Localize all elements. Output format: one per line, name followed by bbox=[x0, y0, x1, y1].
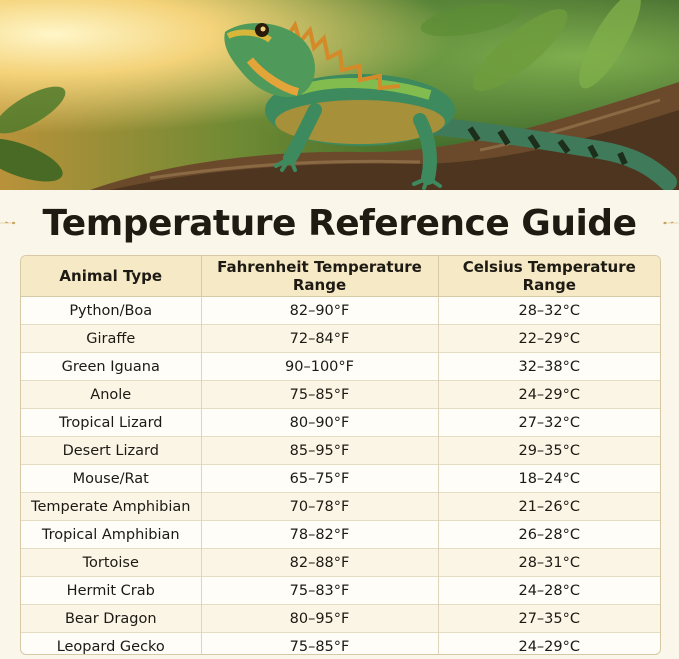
fahrenheit-cell: 85–95°F bbox=[201, 437, 438, 465]
table-header-row bbox=[21, 256, 660, 297]
celsius-cell: 28–31°C bbox=[438, 549, 660, 577]
animal-cell: Desert Lizard bbox=[21, 437, 201, 465]
fahrenheit-cell: 80–90°F bbox=[201, 409, 438, 437]
header-animal-type: Animal Type bbox=[21, 256, 201, 297]
table-row bbox=[21, 353, 660, 381]
temperature-table bbox=[20, 255, 661, 655]
animal-cell: Anole bbox=[21, 381, 201, 409]
table-row bbox=[21, 549, 660, 577]
celsius-cell: 24–29°C bbox=[438, 381, 660, 409]
fahrenheit-cell: 70–78°F bbox=[201, 493, 438, 521]
fahrenheit-cell: 75–85°F bbox=[201, 381, 438, 409]
table-row bbox=[21, 493, 660, 521]
animal-cell: Leopard Gecko bbox=[21, 633, 201, 656]
header-fahrenheit-range: Fahrenheit Temperature Range bbox=[201, 256, 438, 297]
celsius-cell: 21–26°C bbox=[438, 493, 660, 521]
table-row bbox=[21, 437, 660, 465]
hero-image-iguana bbox=[0, 0, 679, 190]
animal-cell: Green Iguana bbox=[21, 353, 201, 381]
animal-cell: Tropical Amphibian bbox=[21, 521, 201, 549]
fahrenheit-cell: 65–75°F bbox=[201, 465, 438, 493]
celsius-cell: 26–28°C bbox=[438, 521, 660, 549]
fahrenheit-cell: 78–82°F bbox=[201, 521, 438, 549]
fahrenheit-cell: 80–95°F bbox=[201, 605, 438, 633]
table-row bbox=[21, 605, 660, 633]
animal-cell: Mouse/Rat bbox=[21, 465, 201, 493]
table-row bbox=[21, 465, 660, 493]
animal-cell: Tortoise bbox=[21, 549, 201, 577]
table-row bbox=[21, 381, 660, 409]
celsius-cell: 18–24°C bbox=[438, 465, 660, 493]
celsius-cell: 24–29°C bbox=[438, 633, 660, 656]
fahrenheit-cell: 72–84°F bbox=[201, 325, 438, 353]
table-row bbox=[21, 325, 660, 353]
celsius-cell: 32–38°C bbox=[438, 353, 660, 381]
fahrenheit-cell: 90–100°F bbox=[201, 353, 438, 381]
celsius-cell: 24–28°C bbox=[438, 577, 660, 605]
celsius-cell: 27–35°C bbox=[438, 605, 660, 633]
table-row bbox=[21, 577, 660, 605]
celsius-cell: 28–32°C bbox=[438, 297, 660, 325]
animal-cell: Python/Boa bbox=[21, 297, 201, 325]
header-celsius-range: Celsius Temperature Range bbox=[438, 256, 660, 297]
table-row bbox=[21, 521, 660, 549]
celsius-cell: 22–29°C bbox=[438, 325, 660, 353]
celsius-cell: 29–35°C bbox=[438, 437, 660, 465]
title-row bbox=[0, 196, 679, 250]
page-title: Temperature Reference Guide bbox=[42, 202, 637, 244]
table-row bbox=[21, 633, 660, 656]
fahrenheit-cell: 82–90°F bbox=[201, 297, 438, 325]
animal-cell: Giraffe bbox=[21, 325, 201, 353]
animal-cell: Bear Dragon bbox=[21, 605, 201, 633]
fahrenheit-cell: 75–83°F bbox=[201, 577, 438, 605]
animal-cell: Tropical Lizard bbox=[21, 409, 201, 437]
table-row bbox=[21, 409, 660, 437]
fahrenheit-cell: 75–85°F bbox=[201, 633, 438, 656]
animal-cell: Temperate Amphibian bbox=[21, 493, 201, 521]
left-flourish-icon bbox=[0, 213, 17, 233]
right-flourish-icon bbox=[662, 213, 679, 233]
table-row bbox=[21, 297, 660, 325]
animal-cell: Hermit Crab bbox=[21, 577, 201, 605]
fahrenheit-cell: 82–88°F bbox=[201, 549, 438, 577]
celsius-cell: 27–32°C bbox=[438, 409, 660, 437]
